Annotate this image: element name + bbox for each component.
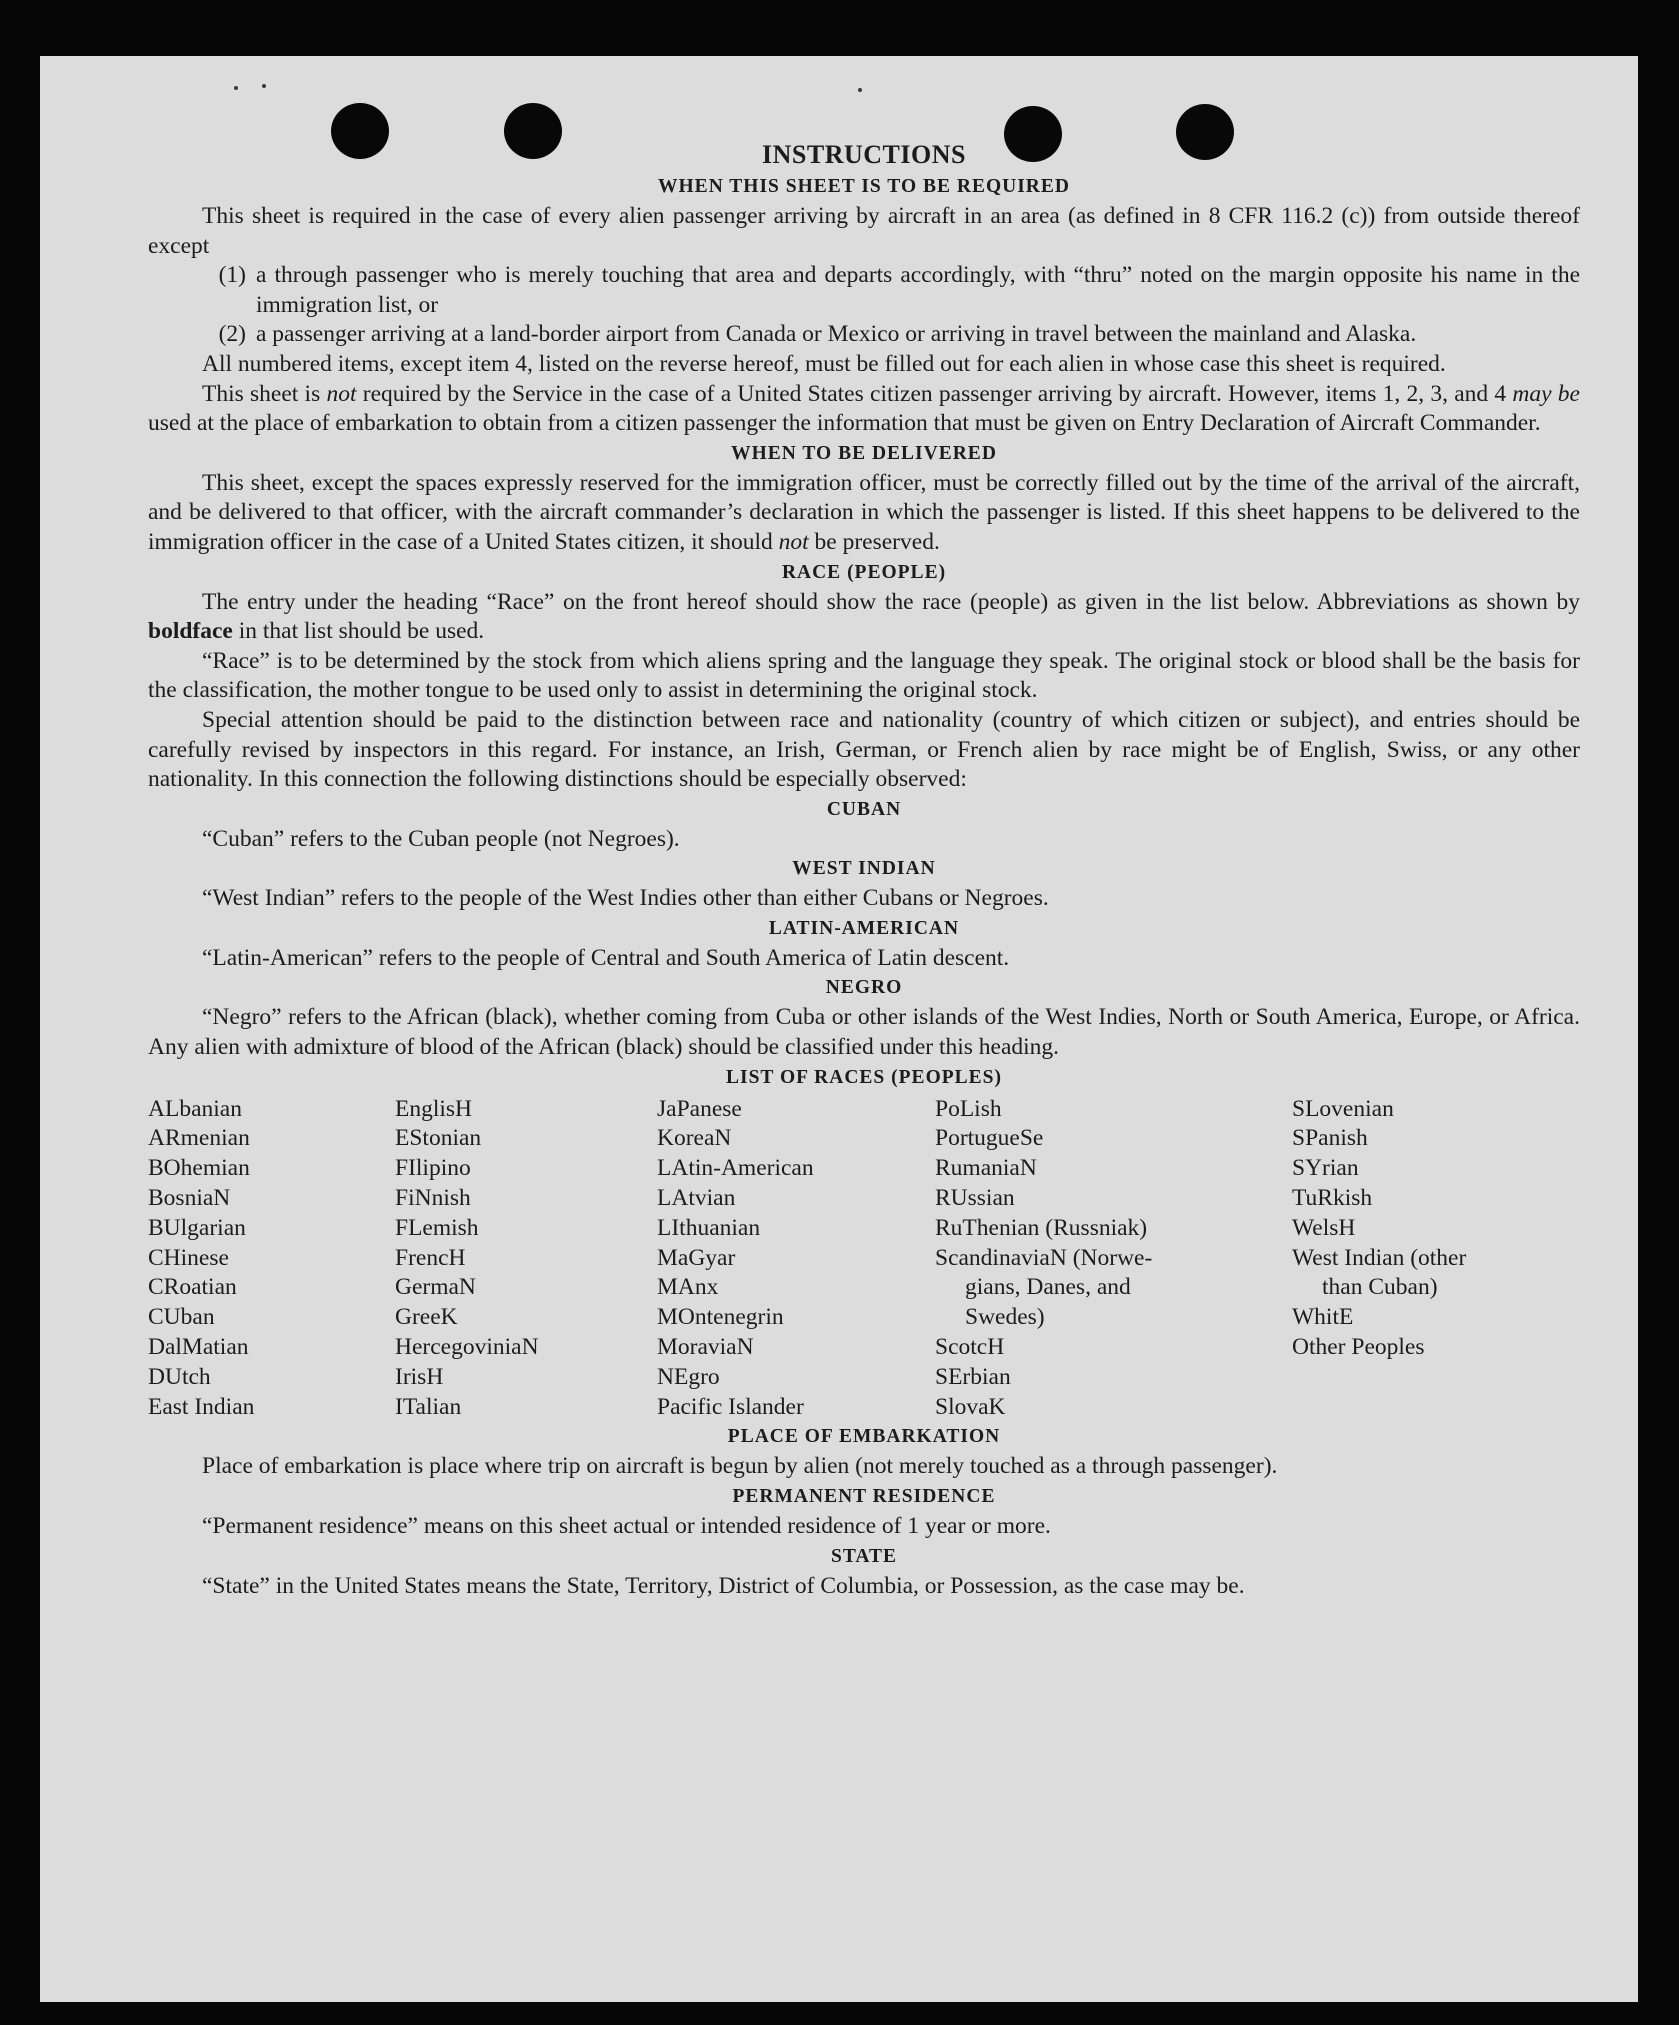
speck — [234, 86, 238, 90]
italic-run: not — [778, 528, 809, 555]
page-title: INSTRUCTIONS — [762, 140, 966, 169]
section-heading: WHEN TO BE DELIVERED — [731, 442, 997, 464]
list-text: a through passenger who is merely touching that area and departs accordingly, with “thru” noted on the margin opposite his name in the immigration list, or — [256, 262, 1580, 318]
text-run: The entry under the heading “Race” on the front hereof should show the race (people) as given in the list below. Abbreviations as shown by — [202, 588, 1580, 615]
race-entry: West Indian (other — [1292, 1244, 1467, 1271]
races-column — [148, 1095, 395, 1423]
paragraph — [148, 380, 1580, 439]
paragraph: “State” in the United States means the State, Territory, District of Columbia, or Possession, as the case may be. — [202, 1572, 1245, 1599]
race-entry: Swedes) — [965, 1304, 1045, 1331]
list-text: a passenger arriving at a land-border airport from Canada or Mexico or arriving in travel between the mainland and Alaska. — [256, 321, 1417, 348]
document-page — [40, 56, 1638, 2002]
race-entry: MaGyar — [657, 1244, 736, 1271]
race-entry: SLovenian — [1292, 1095, 1394, 1122]
race-entry: TuRkish — [1292, 1185, 1373, 1212]
race-entry: JaPanese — [657, 1095, 742, 1122]
paragraph: This sheet is required in the case of every alien passenger arriving by aircraft in an area (as defined in 8 CFR 116.2 (c)) from outside thereof except — [148, 203, 1580, 259]
race-entry: ScandinaviaN (Norwe- — [935, 1244, 1153, 1271]
paragraph: “Latin-American” refers to the people of Central and South America of Latin descent. — [202, 944, 1010, 971]
race-entry: NEgro — [657, 1363, 720, 1390]
list-item — [148, 261, 1580, 320]
race-entry: PoLish — [935, 1095, 1002, 1122]
section-heading: RACE (PEOPLE) — [781, 561, 947, 583]
italic-run: not — [326, 380, 357, 407]
list-number: (2) — [218, 321, 246, 348]
races-column — [1292, 1095, 1580, 1423]
race-entry: SErbian — [935, 1363, 1011, 1390]
race-entry: MoraviaN — [657, 1334, 754, 1361]
race-entry: KoreaN — [657, 1125, 732, 1152]
races-table — [148, 1095, 1580, 1423]
section-heading: NEGRO — [825, 977, 903, 999]
race-entry: MAnx — [657, 1274, 719, 1301]
race-entry: CUban — [148, 1304, 215, 1331]
race-entry: MOntenegrin — [657, 1304, 784, 1331]
race-entry: RUssian — [935, 1185, 1015, 1212]
paragraph: “Race” is to be determined by the stock from which aliens spring and the language they speak. The original stock or blood shall be the basis for the classification, the mother tongue to be used only to assist in determining the original stock. — [148, 647, 1580, 704]
race-entry: BosniaN — [148, 1185, 231, 1212]
section-heading: CUBAN — [826, 798, 902, 820]
race-entry: CRoatian — [148, 1274, 237, 1301]
race-entry: BOhemian — [148, 1155, 250, 1182]
paragraph: All numbered items, except item 4, listed on the reverse hereof, must be filled out for each alien in whose case this sheet is required. — [202, 350, 1446, 377]
list-number: (1) — [218, 262, 246, 289]
race-entry: East Indian — [148, 1393, 255, 1420]
race-entry: FLemish — [395, 1214, 479, 1241]
race-entry: FIlipino — [395, 1155, 471, 1182]
text-run: in that list should be used. — [232, 618, 485, 645]
race-entry: DUtch — [148, 1363, 211, 1390]
paragraph: “West Indian” refers to the people of the West Indies other than either Cubans or Negroes. — [202, 885, 1049, 912]
race-entry: HercegoviniaN — [395, 1334, 539, 1361]
race-entry: RumaniaN — [935, 1155, 1037, 1182]
list-item — [148, 320, 1580, 350]
race-entry: LAtin-American — [657, 1155, 814, 1182]
italic-run: may be — [1512, 380, 1580, 407]
race-entry: GermaN — [395, 1274, 476, 1301]
race-entry: SPanish — [1292, 1125, 1368, 1152]
race-entry: ALbanian — [148, 1095, 242, 1122]
race-entry: IrisH — [395, 1363, 444, 1390]
section-heading: LATIN-AMERICAN — [768, 917, 960, 939]
section-heading: PLACE OF EMBARKATION — [727, 1426, 1001, 1448]
section-heading: LIST OF RACES (PEOPLES) — [725, 1066, 1002, 1088]
paragraph: Special attention should be paid to the distinction between race and nationality (country of which citizen or subject), and entries should be carefully revised by inspectors in this regard. For instance, an Irish, German, or French alien by race might be of English, Swiss, or any other nationality. In this connection the following distinctions should be especially observed: — [148, 706, 1580, 793]
race-entry: ITalian — [395, 1393, 462, 1420]
race-entry: WhitE — [1292, 1304, 1354, 1331]
race-entry: FiNnish — [395, 1185, 471, 1212]
race-entry: EStonian — [395, 1125, 482, 1152]
race-entry: Pacific Islander — [657, 1393, 804, 1420]
race-entry: CHinese — [148, 1244, 229, 1271]
race-entry: GreeK — [395, 1304, 458, 1331]
paragraph: Place of embarkation is place where trip on aircraft is begun by alien (not merely touched as a through passenger). — [202, 1453, 1278, 1480]
bold-run: boldface — [148, 618, 233, 645]
race-entry: WelsH — [1292, 1214, 1356, 1241]
paragraph: “Cuban” refers to the Cuban people (not Negroes). — [202, 825, 680, 852]
race-entry: EnglisH — [395, 1095, 473, 1122]
section-heading: PERMANENT RESIDENCE — [732, 1486, 996, 1508]
text-run: required by the Service in the case of a United States citizen passenger arriving by aircraft. However, items 1, 2, 3, and 4 — [356, 380, 1513, 407]
text-run: This sheet, except the spaces expressly reserved for the immigration officer, must be correctly filled out by the time of the arrival of the aircraft, and be delivered to that officer, with the aircraft commander’s declaration in which the passenger is listed. If this sheet happens to be delivered to the immigration officer in the case of a United States citizen, it should — [148, 469, 1580, 555]
section-heading: WHEN THIS SHEET IS TO BE REQUIRED — [658, 176, 1070, 197]
race-entry: ScotcH — [935, 1334, 1005, 1361]
paragraph — [148, 469, 1580, 558]
race-entry: SYrian — [1292, 1155, 1359, 1182]
race-entry: than Cuban) — [1322, 1274, 1438, 1301]
races-column — [935, 1095, 1292, 1423]
text-run: be preserved. — [808, 528, 940, 555]
section-heading: STATE — [830, 1545, 898, 1567]
race-entry: FrencH — [395, 1244, 466, 1271]
text-run: This sheet is — [202, 380, 327, 407]
speck — [262, 84, 266, 88]
paragraph: “Permanent residence” means on this sheet actual or intended residence of 1 year or more. — [202, 1513, 1051, 1540]
paragraph — [148, 588, 1580, 647]
races-column — [657, 1095, 935, 1423]
instructions-body — [148, 138, 1580, 1601]
race-entry: gians, Danes, and — [965, 1274, 1131, 1301]
race-entry: LIthuanian — [657, 1214, 761, 1241]
section-heading: WEST INDIAN — [792, 858, 936, 880]
race-entry: SlovaK — [935, 1393, 1006, 1420]
race-entry: DalMatian — [148, 1334, 249, 1361]
paragraph: “Negro” refers to the African (black), whether coming from Cuba or other islands of the West Indies, North or South America, Europe, or Africa. Any alien with admixture of blood of the African (black) should be classified under this heading. — [148, 1004, 1580, 1061]
races-column — [395, 1095, 657, 1423]
race-entry: BUlgarian — [148, 1214, 246, 1241]
race-entry: Other Peoples — [1292, 1334, 1425, 1361]
text-run: used at the place of embarkation to obtain from a citizen passenger the information that must be given on Entry Declaration of Aircraft Commander. — [148, 410, 1541, 437]
race-entry: LAtvian — [657, 1185, 736, 1212]
speck — [858, 88, 862, 92]
race-entry: ARmenian — [148, 1125, 250, 1152]
race-entry: RuThenian (Russniak) — [935, 1214, 1148, 1241]
race-entry: PortugueSe — [935, 1125, 1044, 1152]
